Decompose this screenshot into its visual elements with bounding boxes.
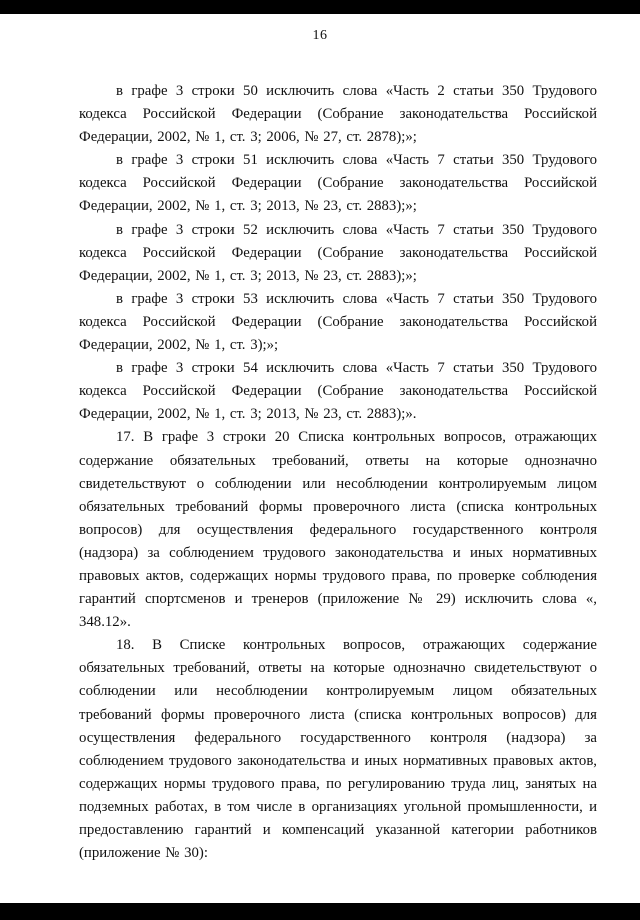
paragraph-item-18: 18. В Списке контрольных вопросов, отражающих содержание обязательных требований, ответы на которые однозначно свидетельствуют о соблюдении или несоблюдении контролируемым лицом обязательных требований формы проверочного листа (списка контрольных вопросов) для осуществления федерального государственного контроля (надзора) за соблюдением трудового законодательства и иных нормативных правовых актов, содержащих нормы трудового права, по регулированию труда лиц, занятых на подземных работах, в том числе в организациях угольной промышленности, и предоставлению гарантий и компенсаций указанной категории работников (приложение № 30):	[79, 637, 597, 862]
paragraph-row-51: в графе 3 строки 51 исключить слова «Часть 7 статьи 350 Трудового кодекса Российской Федерации (Собрание законодательства Российской Федерации, 2002, № 1, ст. 3; 2013, № 23, ст. 2883);»;	[79, 152, 597, 215]
scan-artifact-bottom-bar	[0, 903, 640, 920]
paragraph-row-50: в графе 3 строки 50 исключить слова «Часть 2 статьи 350 Трудового кодекса Российской Федерации (Собрание законодательства Российской Федерации, 2002, № 1, ст. 3; 2006, № 27, ст. 2878);»;	[79, 83, 597, 146]
document-body	[79, 80, 597, 865]
scan-artifact-top-bar	[0, 0, 640, 14]
paragraph-row-53: в графе 3 строки 53 исключить слова «Часть 7 статьи 350 Трудового кодекса Российской Федерации (Собрание законодательства Российской Федерации, 2002, № 1, ст. 3);»;	[79, 290, 597, 354]
paragraph-item-17: 17. В графе 3 строки 20 Списка контрольных вопросов, отражающих содержание обязательных требований, ответы на которые однозначно свидетельствуют о соблюдении или несоблюдении контролируемым лицом обязательных требований формы проверочного листа (списка контрольных вопросов) для осуществления федерального государственного контроля (надзора) за соблюдением трудового законодательства и иных нормативных правовых актов, содержащих нормы трудового права, по проверке соблюдения гарантий спортсменов и тренеров (приложение № 29) исключить слова «, 348.12».	[79, 429, 597, 631]
paragraph-row-52: в графе 3 строки 52 исключить слова «Часть 7 статьи 350 Трудового кодекса Российской Федерации (Собрание законодательства Российской Федерации, 2002, № 1, ст. 3; 2013, № 23, ст. 2883);»;	[79, 221, 597, 284]
page-number: 16	[312, 28, 328, 43]
paragraph-row-54: в графе 3 строки 54 исключить слова «Часть 7 статьи 350 Трудового кодекса Российской Федерации (Собрание законодательства Российской Федерации, 2002, № 1, ст. 3; 2013, № 23, ст. 2883);».	[79, 360, 597, 423]
